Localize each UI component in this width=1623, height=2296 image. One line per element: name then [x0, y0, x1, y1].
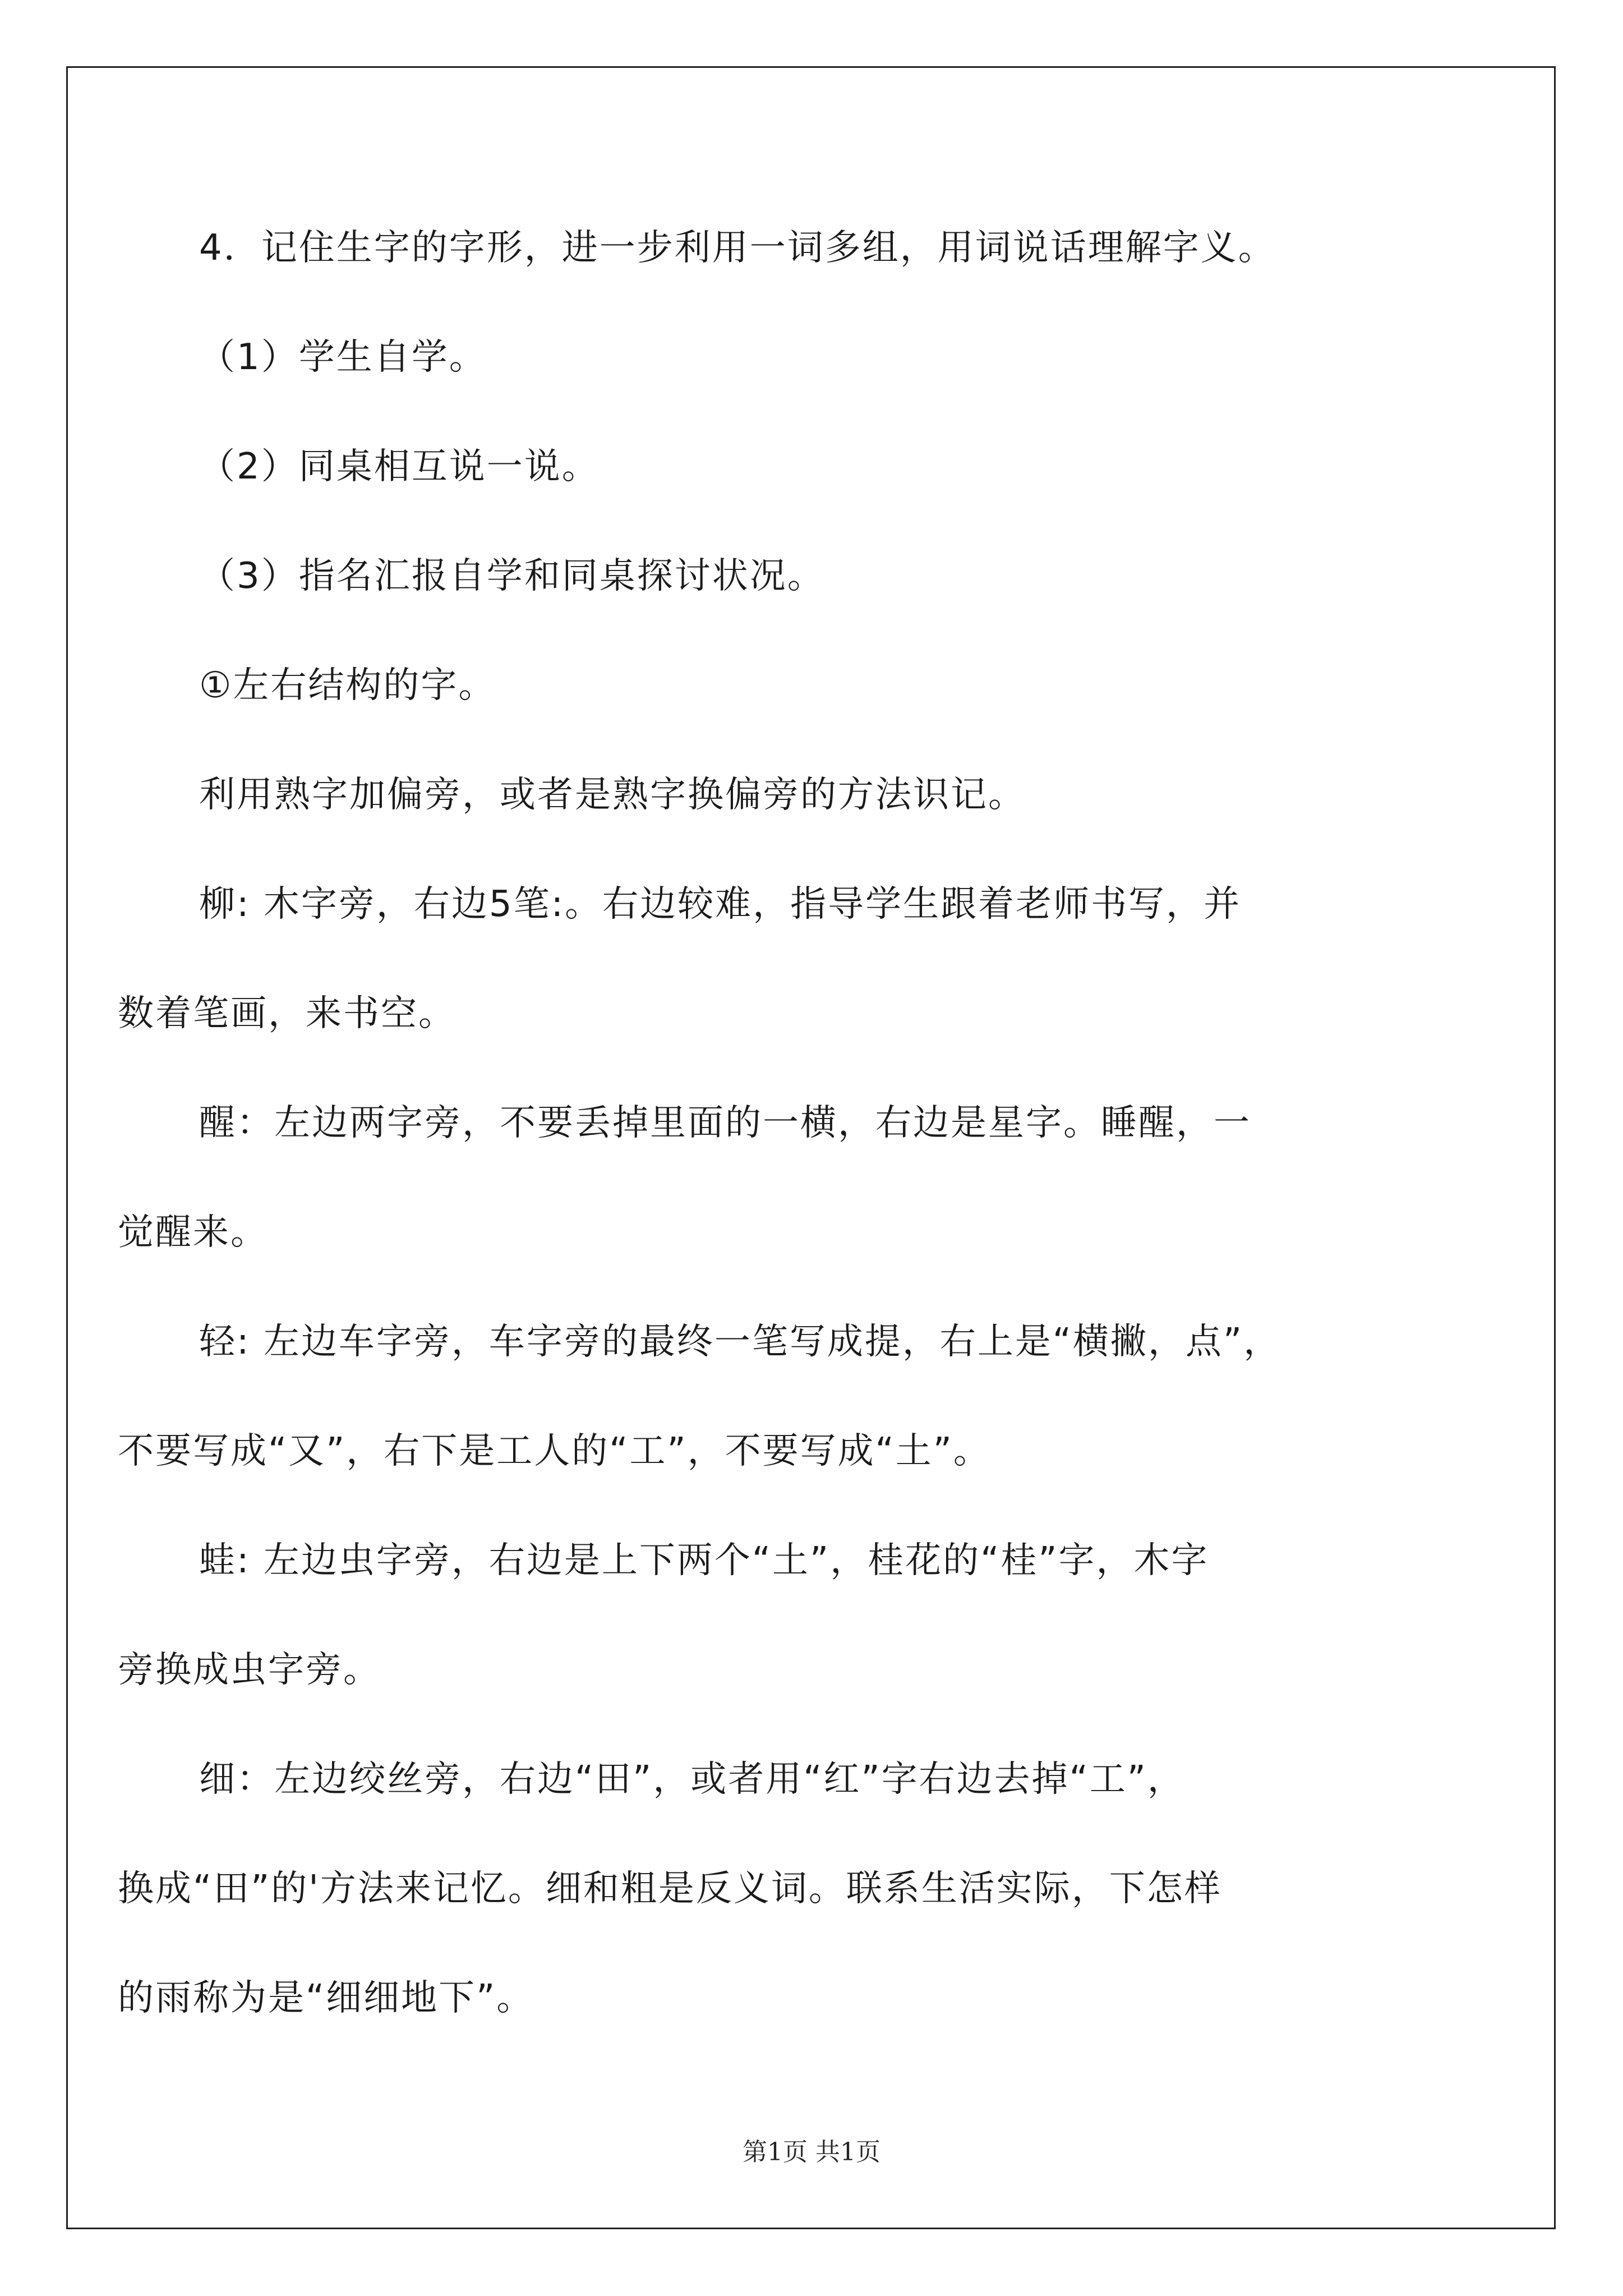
paragraph-7-line-1: 柳: 木字旁，右边5笔:。右边较难，指导学生跟着老师书写，并 [199, 884, 1242, 925]
paragraph-11-line-1: 细：左边绞丝旁，右边“田”，或者用“红”字右边去掉“工”， [199, 1759, 1185, 1800]
paragraph-4: （3）指名汇报自学和同桌探讨状况。 [199, 555, 825, 597]
paragraph-11-line-3: 的雨称为是“细细地下”。 [118, 1977, 534, 2019]
paragraph-9-line-1: 轻: 左边车字旁，车字旁的最终一笔写成提，右上是“横撇，点”， [199, 1321, 1281, 1363]
paragraph-10-line-2: 旁换成虫字旁。 [118, 1649, 381, 1691]
paragraph-8-line-1: 醒：左边两字旁，不要丢掉里面的一横，右边是星字。睡醒，一 [199, 1102, 1251, 1144]
paragraph-7-line-2: 数着笔画，来书空。 [118, 993, 456, 1034]
page-footer: 第1页 共1页 [743, 2138, 880, 2166]
paragraph-1: 4．记住生字的字形，进一步利用一词多组，用词说话理解字义。 [199, 227, 1276, 269]
paragraph-11-line-2: 换成“田”的'方法来记忆。细和粗是反义词。联系生活实际，下怎样 [118, 1868, 1222, 1910]
paragraph-2: （1）学生自学。 [199, 337, 487, 378]
paragraph-6: 利用熟字加偏旁，或者是熟字换偏旁的方法识记。 [199, 774, 1026, 816]
paragraph-5: ①左右结构的字。 [199, 665, 496, 706]
paragraph-3: （2）同桌相互说一说。 [199, 446, 600, 487]
paragraph-9-line-2: 不要写成“又”，右下是工人的“工”，不要写成“土”。 [118, 1430, 991, 1472]
paragraph-10-line-1: 蛙: 左边虫字旁，右边是上下两个“土”，桂花的“桂”字，木字 [199, 1540, 1209, 1581]
paragraph-8-line-2: 觉醒来。 [118, 1212, 268, 1253]
